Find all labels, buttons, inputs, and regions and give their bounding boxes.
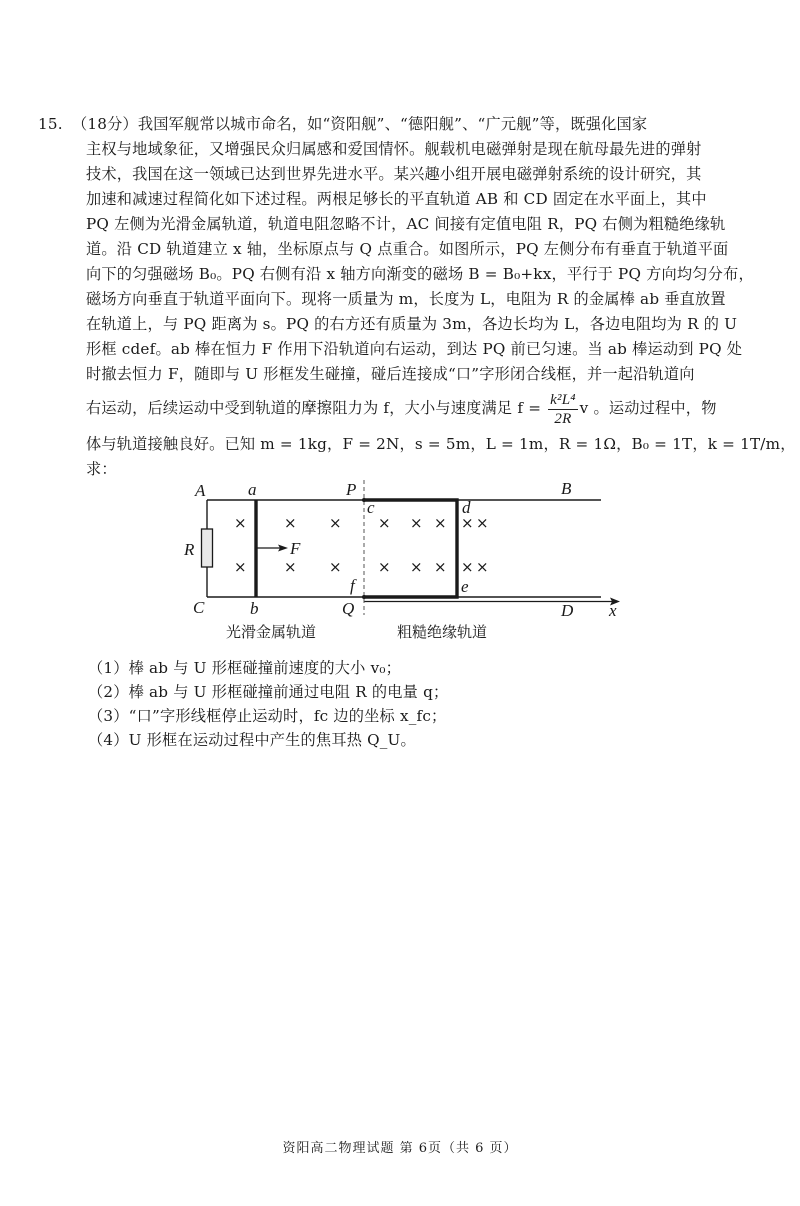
- point-c: [362, 498, 366, 502]
- magnetic-field-cross: ×: [329, 514, 342, 532]
- question-line-4: 加速和减速过程简化如下述过程。两根足够长的平直轨道 AB 和 CD 固定在水平面上，其中: [86, 190, 707, 208]
- magnetic-field-cross: ×: [476, 514, 489, 532]
- question-line-7: 向下的匀强磁场 B₀。PQ 右侧有沿 x 轴方向渐变的磁场 B = B₀+kx，平行于 PQ 方向均匀分布，: [86, 265, 754, 283]
- magnetic-field-cross: ×: [234, 514, 247, 532]
- formula-numerator: k²L⁴: [550, 391, 576, 408]
- friction-text: 右运动，后续运动中受到轨道的摩擦阻力为 f，大小与速度满足 f =: [86, 399, 542, 417]
- question-line-5: PQ 左侧为光滑金属轨道，轨道电阻忽略不计，AC 间接有定值电阻 R，PQ 右侧为粗糙绝缘轨: [86, 215, 726, 233]
- question-line-14: 求：: [86, 460, 117, 478]
- magnetic-field-cross: ×: [410, 558, 423, 576]
- question-line-9: 在轨道上，与 PQ 距离为 s。PQ 的右方还有质量为 3m，各边长均为 L，各边电阻均为 R 的 U: [86, 315, 738, 333]
- label-Q: Q: [342, 599, 355, 618]
- label-b: b: [250, 599, 259, 618]
- question-number: 15.: [38, 115, 63, 133]
- question-line-13: 体与轨道接触良好。已知 m = 1kg，F = 2N，s = 5m，L = 1m，R = 1Ω，B₀ = 1T，k = 1T/m，: [86, 435, 796, 453]
- point-f: [362, 595, 366, 599]
- magnetic-field-cross: ×: [378, 558, 391, 576]
- formula-denominator: 2R: [554, 410, 572, 427]
- question-line-10: 形框 cdef。ab 棒在恒力 F 作用下沿轨道向右运动，到达 PQ 前已匀速。当 ab 棒运动到 PQ 处: [86, 340, 743, 358]
- magnetic-field-cross: ×: [378, 514, 391, 532]
- magnetic-field-cross: ×: [461, 558, 474, 576]
- question-line-8: 磁场方向垂直于轨道平面向下。现将一质量为 m，长度为 L，电阻为 R 的金属棒 ab 垂直放置: [86, 290, 726, 308]
- magnetic-field-cross: ×: [434, 514, 447, 532]
- label-R: R: [184, 540, 195, 559]
- label-D: D: [561, 601, 574, 620]
- caption-rough-insulated-track: 粗糙绝缘轨道: [397, 623, 488, 641]
- label-c: c: [367, 498, 375, 517]
- magnetic-field-cross: ×: [234, 558, 247, 576]
- label-C: C: [193, 598, 205, 617]
- label-B: B: [561, 479, 572, 498]
- magnetic-field-cross: ×: [329, 558, 342, 576]
- subquestion-2: （2）棒 ab 与 U 形框碰撞前通过电阻 R 的电量 q；: [88, 683, 449, 701]
- subquestion-3: （3）“口”字形线框停止运动时，fc 边的坐标 x_fc；: [88, 707, 447, 725]
- label-P: P: [346, 480, 357, 499]
- question-line-11: 时撤去恒力 F，随即与 U 形框发生碰撞，碰后连接成“口”字形闭合线框，并一起沿轨道向: [86, 365, 695, 383]
- resistor: [202, 529, 213, 567]
- question-line-6: 道。沿 CD 轨道建立 x 轴，坐标原点与 Q 点重合。如图所示，PQ 左侧分布有垂直于轨道平面: [86, 240, 729, 258]
- label-A: A: [195, 481, 206, 500]
- magnetic-field-cross: ×: [434, 558, 447, 576]
- caption-smooth-metal-track: 光滑金属轨道: [226, 623, 317, 641]
- label-e: e: [461, 577, 469, 596]
- label-f: f: [350, 576, 355, 595]
- label-x: x: [609, 601, 617, 620]
- page-footer: 资阳高二物理试题 第 6页（共 6 页）: [282, 1141, 518, 1156]
- question-score: （18分）: [72, 115, 138, 133]
- magnetic-field-cross: ×: [284, 514, 297, 532]
- magnetic-field-cross: ×: [461, 514, 474, 532]
- magnetic-field-cross: ×: [476, 558, 489, 576]
- magnetic-field-cross: ×: [284, 558, 297, 576]
- question-text: 我国军舰常以城市命名，如“资阳舰”、“德阳舰”、“广元舰”等，既强化国家: [137, 115, 648, 133]
- subquestion-4: （4）U 形框在运动过程中产生的焦耳热 Q_U。: [88, 731, 416, 749]
- formula-tail: v 。运动过程中，物: [579, 399, 717, 417]
- magnetic-field-cross: ×: [410, 514, 423, 532]
- question-line-3: 技术，我国在这一领域已达到世界先进水平。某兴趣小组开展电磁弹射系统的设计研究，其: [86, 165, 702, 183]
- subquestion-1: （1）棒 ab 与 U 形框碰撞前速度的大小 v₀；: [88, 659, 402, 677]
- label-a: a: [248, 480, 257, 499]
- question-line-2: 主权与地域象征，又增强民众归属感和爱国情怀。舰载机电磁弹射是现在航母最先进的弹射: [86, 140, 702, 158]
- label-d: d: [462, 498, 471, 517]
- label-F: F: [290, 539, 301, 558]
